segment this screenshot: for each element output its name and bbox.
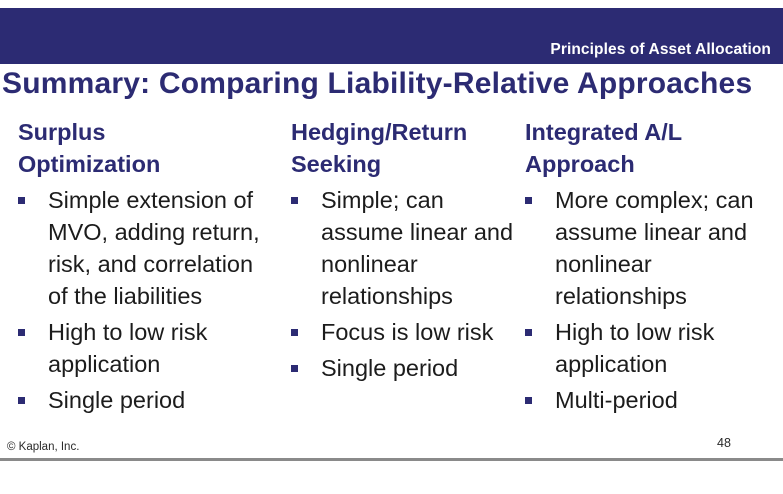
bullet-text: High to low risk application [48, 319, 208, 377]
section-title: Principles of Asset Allocation [550, 41, 771, 58]
bullet-text: Simple; can assume linear and nonlinear relationships [321, 187, 514, 309]
square-bullet-icon [525, 397, 532, 404]
bullet-text: Single period [48, 387, 186, 413]
column-heading-line: Hedging/Return [291, 119, 468, 145]
bullet-item [291, 184, 519, 312]
column-heading-line: Integrated A/L [525, 119, 683, 145]
bullet-item [525, 384, 775, 416]
bullet-item [18, 384, 278, 416]
square-bullet-icon [525, 197, 532, 204]
square-bullet-icon [18, 197, 25, 204]
bullet-text: Focus is low risk [321, 319, 494, 345]
bullet-item [291, 316, 519, 348]
bullet-item [18, 316, 278, 380]
square-bullet-icon [291, 197, 298, 204]
bullet-text: Multi-period [555, 387, 678, 413]
column-heading [525, 116, 775, 180]
bullet-list [525, 184, 775, 416]
page-number: 48 [717, 436, 731, 450]
square-bullet-icon [291, 365, 298, 372]
bullet-text: More complex; can assume linear and nonlinear relationships [555, 187, 754, 309]
column-heading-line: Surplus [18, 119, 106, 145]
slide-title: Summary: Comparing Liability-Relative Approaches [2, 67, 753, 100]
column-heading [291, 116, 519, 180]
column-heading [18, 116, 278, 180]
copyright-notice: © Kaplan, Inc. [7, 441, 80, 453]
square-bullet-icon [18, 397, 25, 404]
bullet-text: Single period [321, 355, 459, 381]
bullet-text: Simple extension of MVO, adding return, risk, and correlation of the liabilities [48, 187, 260, 309]
bullet-item [525, 316, 775, 380]
column-integrated-al-approach [525, 116, 775, 416]
bullet-list [291, 184, 519, 384]
bullet-list [18, 184, 278, 416]
bullet-item [291, 352, 519, 384]
column-surplus-optimization [18, 116, 278, 416]
column-heading-line: Optimization [18, 151, 161, 177]
column-hedging-return-seeking [291, 116, 519, 384]
bullet-item [525, 184, 775, 312]
square-bullet-icon [525, 329, 532, 336]
bullet-item [18, 184, 278, 312]
top-strip [0, 0, 783, 8]
bullet-text: High to low risk application [555, 319, 715, 377]
column-heading-line: Seeking [291, 151, 382, 177]
column-heading-line: Approach [525, 151, 635, 177]
bottom-area [0, 461, 783, 494]
square-bullet-icon [291, 329, 298, 336]
square-bullet-icon [18, 329, 25, 336]
